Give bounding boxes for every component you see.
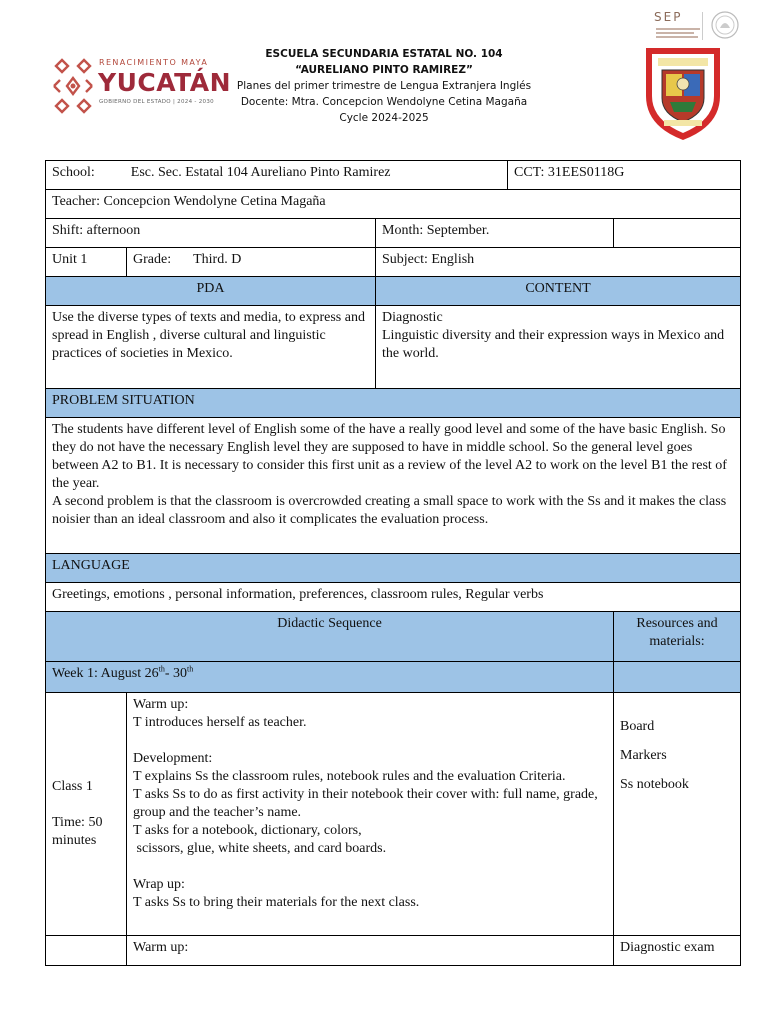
grade-value: Third. D bbox=[193, 252, 242, 267]
week-sup-1: th bbox=[158, 664, 165, 674]
content-header: CONTENT bbox=[376, 277, 741, 306]
grade-cell bbox=[127, 248, 376, 277]
table-row bbox=[46, 662, 741, 693]
week-sup-2: th bbox=[187, 664, 194, 674]
yucatan-subtitle: GOBIERNO DEL ESTADO | 2024 - 2030 bbox=[99, 99, 214, 105]
sep-name: SEP bbox=[654, 10, 683, 24]
pda-header: PDA bbox=[46, 277, 376, 306]
week-cell bbox=[46, 662, 614, 693]
school-name: “AURELIANO PINTO RAMIREZ” bbox=[295, 64, 473, 76]
table-row bbox=[46, 583, 741, 612]
table-row bbox=[46, 389, 741, 418]
week-mid: - 30 bbox=[164, 666, 187, 681]
resources-header: Resources and materials: bbox=[614, 612, 741, 662]
class1-warmup-label: Warm up: bbox=[133, 697, 189, 712]
teacher-cell: Teacher: Concepcion Wendolyne Cetina Magaña bbox=[46, 190, 741, 219]
class2-resource: Diagnostic exam bbox=[614, 936, 741, 966]
school-title: ESCUELA SECUNDARIA ESTATAL NO. 104 bbox=[265, 48, 503, 60]
cycle-line: Cycle 2024-2025 bbox=[339, 112, 429, 124]
language-text: Greetings, emotions , personal information, preferences, classroom rules, Regular verbs bbox=[46, 583, 741, 612]
problem-header: PROBLEM SITUATION bbox=[46, 389, 741, 418]
yucatan-tagline: RENACIMIENTO MAYA bbox=[99, 58, 209, 67]
cct-cell: CCT: 31EES0118G bbox=[508, 161, 741, 190]
school-label: School: bbox=[52, 165, 95, 180]
table-row bbox=[46, 554, 741, 583]
table-row bbox=[46, 161, 741, 190]
yucatan-emblem-icon bbox=[52, 58, 94, 114]
table-row bbox=[46, 190, 741, 219]
table-row bbox=[46, 936, 741, 966]
school-cell bbox=[46, 161, 508, 190]
class1-resources-cell bbox=[614, 693, 741, 936]
class1-dev-4: scissors, glue, white sheets, and card boards. bbox=[133, 841, 387, 856]
problem-paragraph-1: The students have different level of English some of the have a really good level and some of the have basic English. So they do not have the necessary English level they are supposed to have in middle school. So the general level goes between A2 to B1. It is necessary to consider this first unit as a review of the level A2 to work on the level B1 the rest of the year. bbox=[52, 422, 727, 491]
table-row bbox=[46, 248, 741, 277]
school-heading bbox=[200, 46, 568, 126]
sep-divider bbox=[702, 12, 703, 40]
lesson-plan-table bbox=[45, 160, 741, 966]
class1-dev-3: T asks for a notebook, dictionary, colors, bbox=[133, 823, 362, 838]
resource-ss-notebook: Ss notebook bbox=[620, 777, 689, 792]
problem-cell bbox=[46, 418, 741, 554]
class1-meta-cell bbox=[46, 693, 127, 936]
grade-label: Grade: bbox=[133, 252, 172, 267]
class1-development-label: Development: bbox=[133, 751, 213, 766]
table-row bbox=[46, 306, 741, 389]
document-header bbox=[0, 0, 768, 150]
didactic-sequence-header: Didactic Sequence bbox=[46, 612, 614, 662]
class2-warmup-label: Warm up: bbox=[127, 936, 614, 966]
class1-wrapup-label: Wrap up: bbox=[133, 877, 185, 892]
national-seal-icon bbox=[710, 10, 740, 40]
week-prefix: Week 1: August 26 bbox=[52, 666, 159, 681]
class1-dev-1: T explains Ss the classroom rules, notebook rules and the evaluation Criteria. bbox=[133, 769, 566, 784]
school-shield-icon bbox=[640, 44, 726, 142]
class1-wrapup-text: T asks Ss to bring their materials for the next class. bbox=[133, 895, 420, 910]
yucatan-logo bbox=[52, 56, 232, 118]
teacher-line: Docente: Mtra. Concepcion Wendolyne Cetina Magaña bbox=[240, 96, 528, 108]
class1-dev-2: T asks Ss to do as first activity in their notebook their cover with: full name, grade, group and the teacher’s name. bbox=[133, 787, 598, 820]
class2-meta-cell bbox=[46, 936, 127, 966]
resource-board: Board bbox=[620, 719, 655, 734]
table-row bbox=[46, 277, 741, 306]
table-row bbox=[46, 219, 741, 248]
plan-line: Planes del primer trimestre de Lengua Extranjera Inglés bbox=[236, 80, 532, 92]
empty-cell bbox=[614, 219, 741, 248]
content-line-1: Diagnostic bbox=[382, 310, 443, 325]
sep-subtitle-icon bbox=[656, 27, 716, 41]
unit-cell: Unit 1 bbox=[46, 248, 127, 277]
week-resources-cell bbox=[614, 662, 741, 693]
language-header: LANGUAGE bbox=[46, 554, 741, 583]
content-cell bbox=[376, 306, 741, 389]
resource-markers: Markers bbox=[620, 748, 667, 763]
table-row bbox=[46, 612, 741, 662]
content-line-2: Linguistic diversity and their expression ways in Mexico and the world. bbox=[382, 328, 725, 361]
table-row bbox=[46, 693, 741, 936]
sep-logo bbox=[632, 10, 744, 44]
problem-paragraph-2: A second problem is that the classroom is overcrowded creating a small space to work with the Ss and it makes the class noisier than an ideal classroom and also it complicates the evaluation process. bbox=[52, 494, 727, 527]
school-value: Esc. Sec. Estatal 104 Aureliano Pinto Ramirez bbox=[130, 165, 391, 180]
table-row bbox=[46, 418, 741, 554]
subject-cell: Subject: English bbox=[376, 248, 741, 277]
yucatan-name: YUCATÁN bbox=[98, 68, 232, 97]
month-cell: Month: September. bbox=[376, 219, 614, 248]
shift-cell: Shift: afternoon bbox=[46, 219, 376, 248]
class1-activities-cell bbox=[127, 693, 614, 936]
pda-text: Use the diverse types of texts and media, to express and spread in English , diverse cultural and linguistic practices of societies in Mexico. bbox=[46, 306, 376, 389]
class1-label: Class 1 bbox=[52, 779, 93, 794]
class1-warmup-text: T introduces herself as teacher. bbox=[133, 715, 307, 730]
class1-time: Time: 50 minutes bbox=[52, 815, 103, 848]
